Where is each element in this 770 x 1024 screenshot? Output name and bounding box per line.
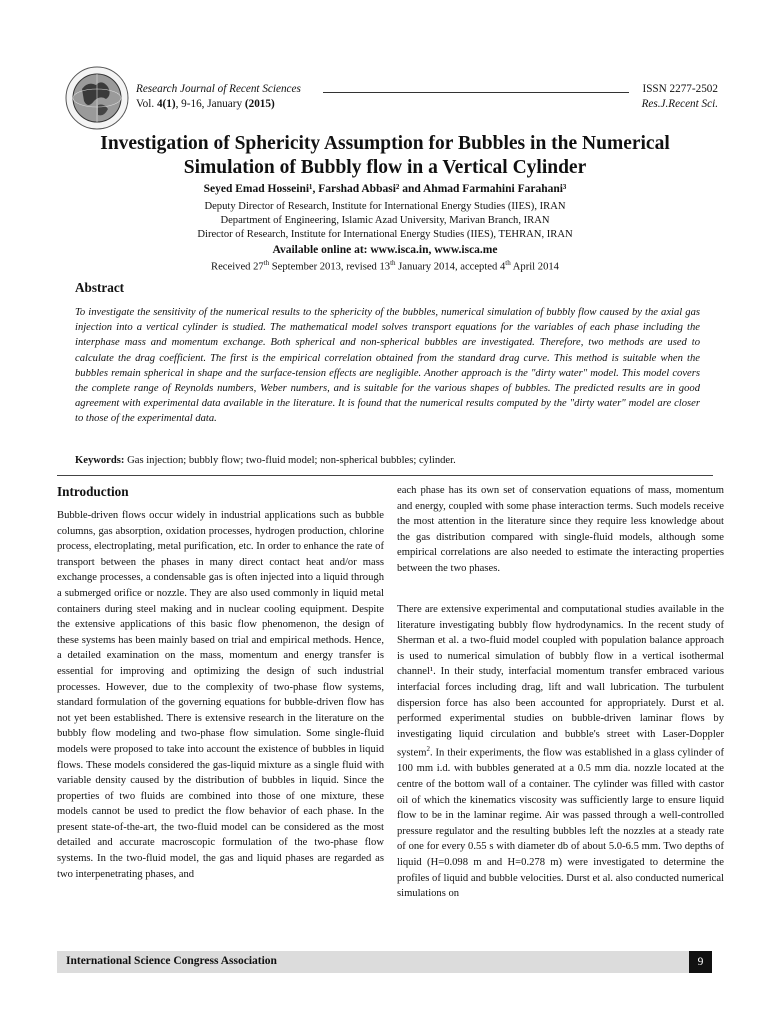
- introduction-heading: Introduction: [57, 484, 129, 499]
- journal-logo-globe-icon: [64, 65, 130, 131]
- author-list: Seyed Emad Hosseini¹, Farshad Abbasi² and Ahmad Farmahini Farahani³: [203, 183, 567, 195]
- affiliation-1: Deputy Director of Research, Institute for International Energy Studies (IIES), IRAN: [204, 201, 566, 212]
- abstract-heading: Abstract: [75, 280, 125, 295]
- keywords-label: Keywords:: [75, 455, 125, 466]
- running-header-left: [136, 82, 636, 112]
- journal-abbreviation: Res.J.Recent Sci.: [641, 98, 718, 110]
- availability-line: Available online at: www.isca.in, www.isca.me: [272, 244, 498, 256]
- affiliation-3: Director of Research, Institute for International Energy Studies (IIES), TEHRAN, IRAN: [197, 229, 573, 240]
- issue-year: (2015): [244, 98, 275, 110]
- paper-title: Investigation of Sphericity Assumption for Bubbles in the Numerical Simulation of Bubbly flow in a Vertical Cylinder: [100, 133, 670, 178]
- keywords-text: Gas injection; bubbly flow; two-fluid model; non-spherical bubbles; cylinder.: [124, 455, 456, 466]
- introduction-column-2-paragraph-2: There are extensive experimental and computational studies available in the literature investigating bubbly flow hydrodynamics. In the recent study of Sherman et al. a two-fluid model coupled with population balance approach is used to numerical simulation of bubbly flow in a vertical isothermal channel¹. In their study, interfacial momentum transfer embraced various interfacial forces including drag, lift and wall lubrication. The turbulent dispersion force has also been accounted for appropriately. Durst et al. performed experimental studies on bubble-driven laminar flows by investigating liquid circulation and bubble's street with Laser-Doppler system$^2$. In their experiments, the flow was established in a glass cylinder of 100 mm i.d. with bubbles generated at a 0.5 mm dia. nozzle located at the centre of the bottom wall of a container. The cylinder was filled with castor oil of which the kinematics viscosity was sufficiently large to ensure liquid flow to be in the laminar regime. Air was passed through a well-controlled pressure regulator and the resulting bubbles left the nozzles at a steady rate of one for every 0.55 s with diameter db of about 5.0-6.5 mm. Two depths of liquid (H=0.098 m and H=0.278 m) were investigated to determine the profiles of liquid and bubble velocities. Durst et al. also conducted numerical simulations on: [397, 604, 724, 900]
- affiliation-2: Department of Engineering, Islamic Azad University, Marivan Branch, IRAN: [220, 215, 550, 226]
- header-rule: [323, 92, 629, 93]
- journal-name: Research Journal of Recent Sciences: [136, 83, 301, 95]
- introduction-column-2-paragraph-1: each phase has its own set of conservation equations of mass, momentum and energy, coupled with some phase interaction terms. Such models receive the most attention in the literature since they require less knowledge about the gas distribution compared with single-fluid models, although some empirical correlations are also needed to estimate the interacting properties between the two phases.: [397, 485, 724, 574]
- running-header-right: [642, 82, 718, 112]
- page-number: 9: [689, 951, 712, 973]
- received-dates: Received 27th September 2013, revised 13th January 2014, accepted 4th April 2014: [211, 259, 559, 273]
- issn: ISSN 2277-2502: [642, 83, 718, 95]
- keywords-line: [75, 455, 700, 466]
- volume-label: Vol.: [136, 98, 157, 110]
- introduction-column-1: Bubble-driven flows occur widely in industrial applications such as bubble columns, gas absorption, oxidation processes, hydrogen production, chlorine process, electroplating, metal purification, etc. In order to enhance the rate of transport between the phases in many direct contact heat and/or mass exchange processes, a condensable gas is often injected into a liquid through a submerged orifice or nozzle. They are also used commonly in liquid metal containers during steel making and in nuclear cooling equipment. Despite the extensive applications of this basic flow phenomenon, the design of these systems has been mainly based on trial and empirical methods. Hence, a detailed examination on the mass, momentum and energy transfer is essential for improving and optimizing the design of such industrial processes. However, due to the complexity of two-phase flow systems, standard formulation of the governing equations for bubble-driven flow has not yet been established. There is extensive research in the literature on the bubbly flow modeling and two-phase flow simulation. Some single-fluid models were proposed to take into account the existence of bubbles in liquid flows. These models considered the gas-liquid mixture as a single fluid with variable density caused by the distribution of bubbles in liquid. Since the properties of two fluids are combined into those of one mixture, these models cannot be used to predict the flow behavior of each phase. In the present state-of-the-art, the two-fluid model can be considered as the most detailed and accurate macroscopic formulation of the two-phase flow systems. In the two-fluid model, the gas and liquid phases are regarded as two interpenetrating phases, and: [57, 510, 384, 880]
- abstract-text: To investigate the sensitivity of the numerical results to the sphericity of the bubbles, numerical simulation of bubbly flow caused by the axial gas injection into a vertical cylinder is studied. The mathematical model solves transport equations for the variables of each phase including the interphase mass and momentum exchange. Both spherical and non-spherical bubbles are investigated. Therefore, two methods are used to calculate the drag coefficient. The first is the empirical correlation obtained from the standard drag curve. This method is suitable when the bubbles remain spherical in shape and the surface-tension effects are negligible. Another approach is the "dirty water" model. This model covers the complete range of Reynolds numbers, Weber numbers, and is suitable for the various shapes of bubbles. The predicted results are in good agreement with experimental data available in the literature. It is found that the numerical results computed by the "dirty water" model are closer to those of the experimental data.: [75, 307, 700, 425]
- page-range: , 9-16, January: [175, 98, 245, 110]
- section-divider: [57, 475, 713, 476]
- footer-organization: International Science Congress Association: [66, 955, 277, 967]
- volume-number: 4(1): [156, 98, 176, 110]
